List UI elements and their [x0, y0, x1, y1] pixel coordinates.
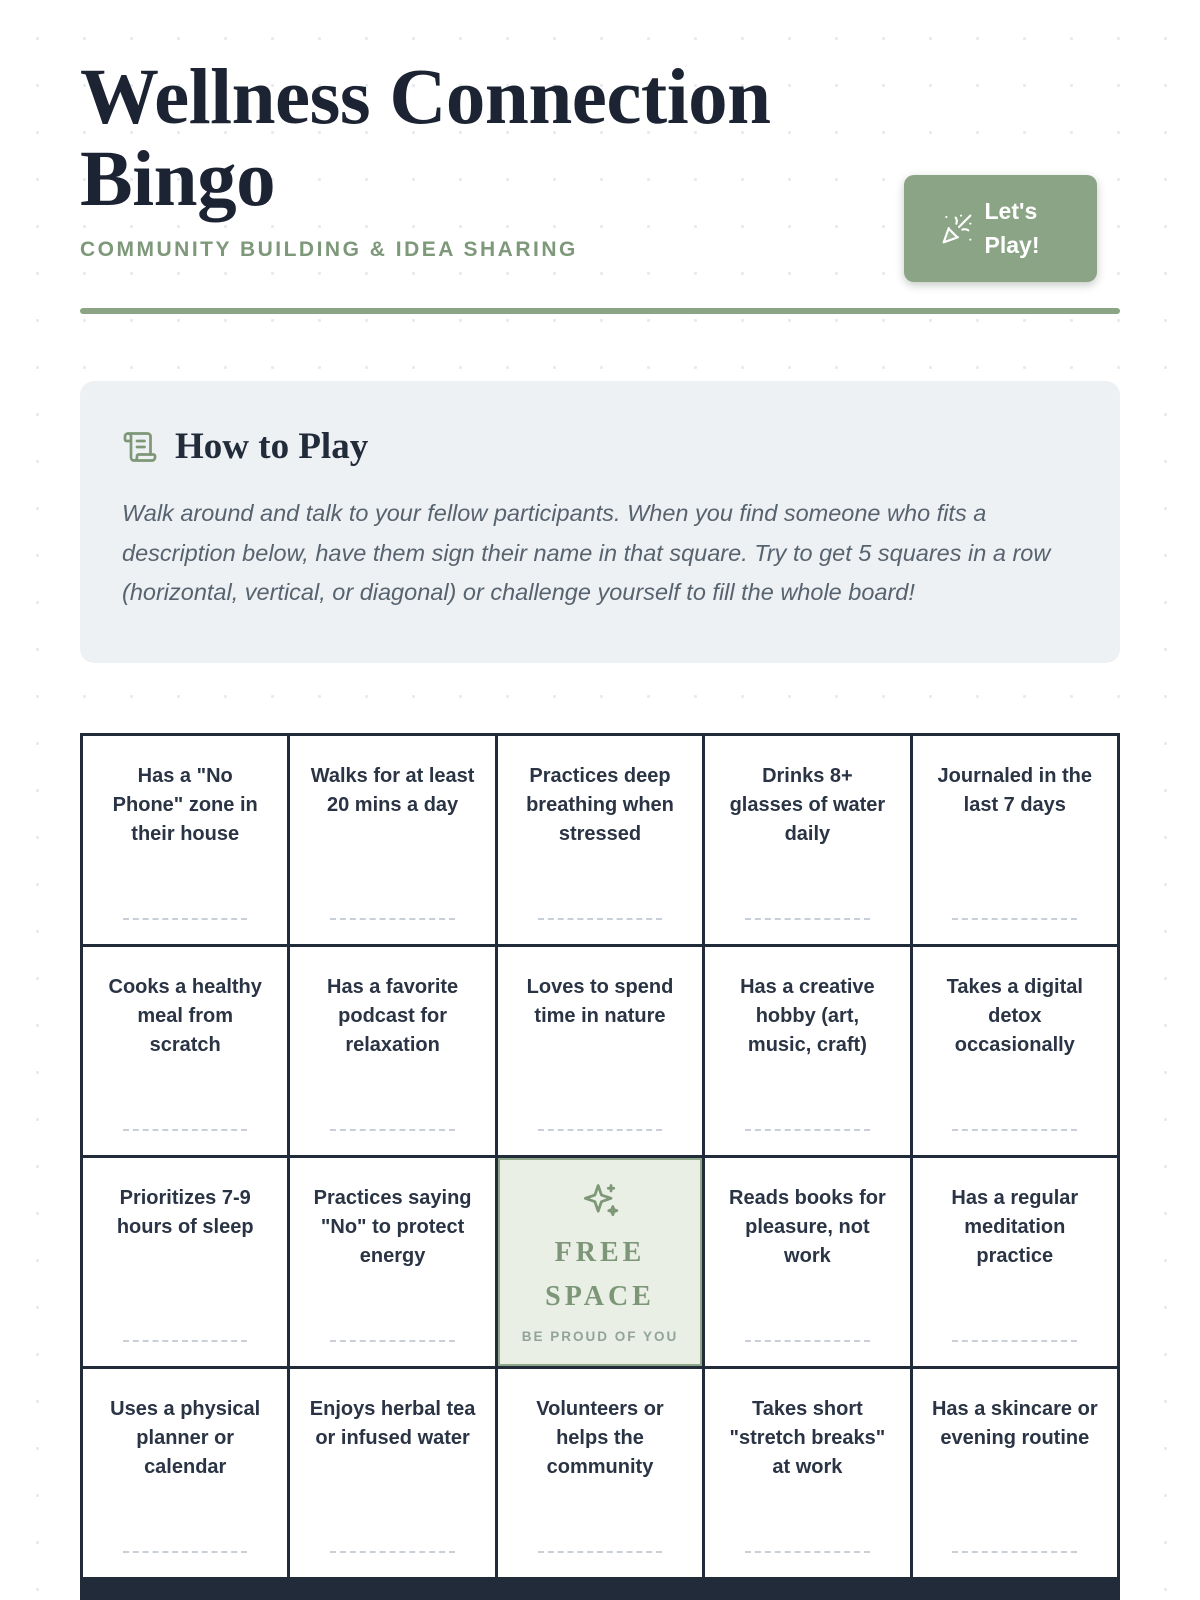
- signature-line: [538, 1129, 663, 1131]
- how-to-play-title: How to Play: [175, 426, 369, 468]
- cell-text: Volunteers or helps the community: [536, 1397, 664, 1478]
- signature-line: [952, 1129, 1077, 1131]
- signature-line: [745, 918, 870, 920]
- bingo-cell[interactable]: [498, 1369, 702, 1577]
- cell-text: Journaled in the last 7 days: [937, 764, 1093, 816]
- bingo-cell[interactable]: [705, 947, 909, 1155]
- signature-line: [330, 1340, 455, 1342]
- cell-text: Has a creative hobby (art, music, craft): [740, 975, 875, 1056]
- cell-text: Practices deep breathing when stressed: [526, 764, 674, 845]
- page-subtitle: COMMUNITY BUILDING & IDEA SHARING: [80, 238, 578, 262]
- cell-text: Has a favorite podcast for relaxation: [327, 975, 459, 1056]
- cell-text: Cooks a healthy meal from scratch: [108, 975, 262, 1056]
- sparkles-icon: [578, 1180, 622, 1224]
- scroll-icon: [122, 429, 158, 465]
- signature-line: [745, 1340, 870, 1342]
- party-popper-icon: [941, 213, 973, 245]
- how-to-play-heading: [122, 425, 1078, 468]
- bingo-cell[interactable]: [290, 947, 494, 1155]
- bingo-cell[interactable]: [498, 947, 702, 1155]
- bingo-cell[interactable]: [83, 947, 287, 1155]
- signature-line: [123, 1129, 248, 1131]
- cell-text: Takes short "stretch breaks" at work: [729, 1397, 886, 1478]
- bingo-cell[interactable]: [705, 1369, 909, 1577]
- play-button-label: Let's Play!: [984, 198, 1040, 258]
- bingo-cell[interactable]: [83, 1158, 287, 1366]
- signature-line: [538, 918, 663, 920]
- bingo-cell[interactable]: [913, 947, 1117, 1155]
- cell-text: Has a skincare or evening routine: [931, 1397, 1098, 1449]
- bingo-cell[interactable]: [913, 1158, 1117, 1366]
- free-space-subtitle: BE PROUD OF YOU: [521, 1328, 679, 1344]
- cell-text: Walks for at least 20 mins a day: [310, 764, 475, 816]
- cell-text: Uses a physical planner or calendar: [110, 1397, 261, 1478]
- cell-text: Drinks 8+ glasses of water daily: [729, 764, 886, 845]
- bingo-cell[interactable]: [705, 1158, 909, 1366]
- signature-line: [330, 918, 455, 920]
- signature-line: [330, 1129, 455, 1131]
- signature-line: [952, 1551, 1077, 1553]
- how-to-play-panel: [80, 381, 1120, 662]
- cell-text: Has a "No Phone" zone in their house: [112, 764, 258, 845]
- cell-text: Prioritizes 7-9 hours of sleep: [116, 1186, 254, 1238]
- free-space-cell[interactable]: [498, 1158, 702, 1366]
- bingo-cell[interactable]: [290, 1369, 494, 1577]
- board-bottom-edge: [80, 1578, 1120, 1600]
- lets-play-button[interactable]: [904, 175, 1097, 282]
- cell-text: Reads books for pleasure, not work: [729, 1186, 886, 1267]
- signature-line: [538, 1551, 663, 1553]
- signature-line: [330, 1551, 455, 1553]
- page-title: Wellness Connection Bingo: [80, 54, 771, 224]
- signature-line: [123, 1340, 248, 1342]
- cell-text: Has a regular meditation practice: [951, 1186, 1079, 1267]
- cell-text: Loves to spend time in nature: [526, 975, 674, 1027]
- how-to-play-instructions: Walk around and talk to your fellow participants. When you find someone who fits a description below, have them sign their name in that square. Try to get 5 squares in a row (horizontal, vertical, or diagonal) or challenge yourself to fill the whole board!: [122, 500, 1051, 606]
- bingo-cell[interactable]: [498, 736, 702, 944]
- free-space-title-line1: FREE: [554, 1236, 646, 1268]
- signature-line: [952, 918, 1077, 920]
- cell-text: Enjoys herbal tea or infused water: [309, 1397, 476, 1449]
- bingo-cell[interactable]: [290, 1158, 494, 1366]
- bingo-board: [80, 733, 1120, 1580]
- bingo-cell[interactable]: [913, 736, 1117, 944]
- signature-line: [123, 1551, 248, 1553]
- bingo-cell[interactable]: [83, 736, 287, 944]
- signature-line: [123, 918, 248, 920]
- bingo-cell[interactable]: [913, 1369, 1117, 1577]
- cell-text: Takes a digital detox occasionally: [946, 975, 1083, 1056]
- signature-line: [745, 1551, 870, 1553]
- bingo-cell[interactable]: [705, 736, 909, 944]
- cell-text: Practices saying "No" to protect energy: [313, 1186, 472, 1267]
- free-space-title-line2: SPACE: [545, 1281, 655, 1313]
- signature-line: [745, 1129, 870, 1131]
- bingo-cell[interactable]: [83, 1369, 287, 1577]
- signature-line: [952, 1340, 1077, 1342]
- divider: [80, 308, 1120, 314]
- bingo-cell[interactable]: [290, 736, 494, 944]
